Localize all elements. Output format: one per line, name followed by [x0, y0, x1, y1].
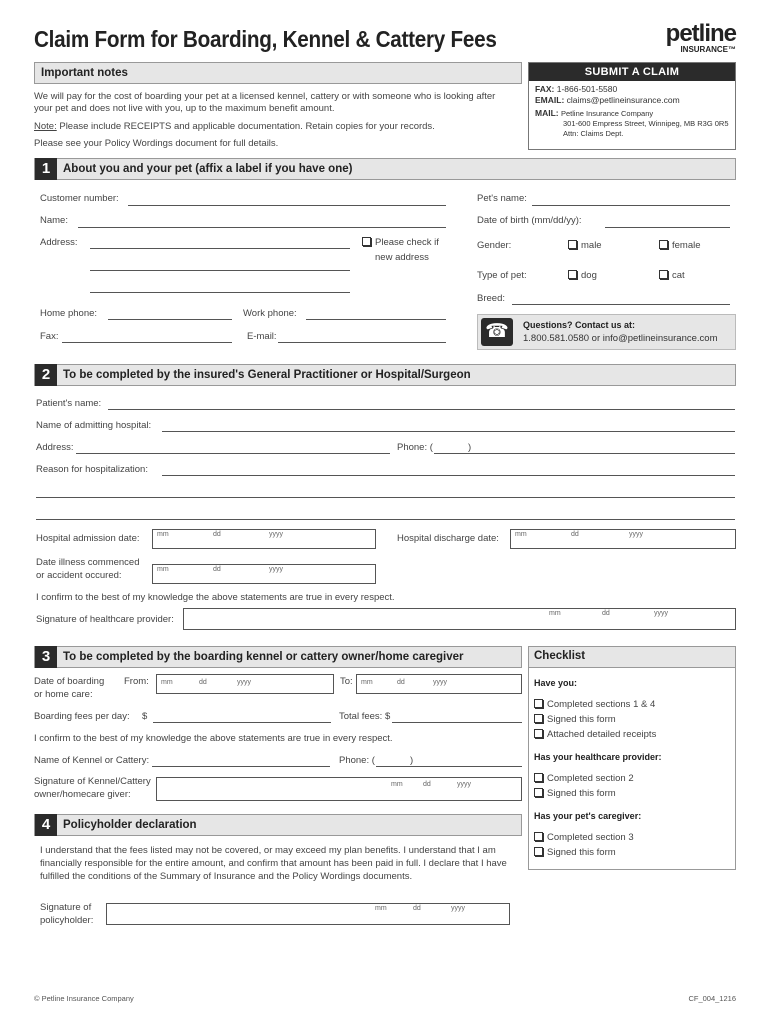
note-label: Note:	[34, 121, 57, 132]
address-field-3[interactable]	[90, 292, 350, 293]
total-dollar-sign: $	[384, 711, 391, 722]
hospital-name-label: Name of admitting hospital:	[36, 420, 152, 431]
address-field-2[interactable]	[90, 270, 350, 271]
dob-label: Date of birth (mm/dd/yy):	[477, 215, 582, 226]
checklist-item[interactable]	[534, 714, 616, 725]
email-label: EMAIL:	[535, 95, 565, 105]
cat-checkbox-icon	[659, 270, 668, 279]
home-phone-label: Home phone:	[40, 308, 98, 319]
checklist-header	[529, 647, 735, 668]
logo-name: petline	[665, 20, 736, 47]
policyholder-signature-label-1: Signature of	[40, 902, 92, 913]
submit-claim-box	[528, 62, 736, 150]
phone-icon: ☎	[481, 318, 513, 346]
patient-name-label: Patient's name:	[36, 398, 102, 409]
boarding-date-label-1: Date of boarding	[34, 676, 105, 687]
new-address-checkbox[interactable]	[362, 237, 439, 248]
cat-label: cat	[672, 270, 685, 281]
checklist-item[interactable]	[534, 699, 655, 710]
section-2-confirmation: I confirm to the best of my knowledge the above statements are true in every respect.	[36, 592, 395, 603]
new-address-checkbox-icon	[362, 237, 371, 246]
petline-logo	[640, 22, 736, 54]
yyyy-placeholder: yyyy	[269, 531, 283, 538]
yyyy-placeholder: yyyy	[654, 610, 668, 617]
page-title: Claim Form for Boarding, Kennel & Cattery Fees	[34, 26, 497, 52]
have-you-heading: Have you:	[534, 678, 578, 688]
notes-paragraph-3: Please see your Policy Wordings document for full details.	[34, 138, 279, 149]
dd-placeholder: dd	[213, 531, 221, 538]
paren-open: (	[429, 442, 433, 453]
work-phone-field[interactable]	[306, 319, 446, 320]
reason-field-3[interactable]	[36, 519, 735, 520]
fax-label: FAX:	[535, 84, 555, 94]
caregiver-heading: Has your pet's caregiver:	[534, 811, 642, 821]
total-fees-label	[339, 711, 390, 722]
yyyy-placeholder: yyyy	[451, 905, 465, 912]
dog-label: dog	[581, 270, 597, 281]
checklist-item-label: Completed sections 1 & 4	[547, 699, 656, 710]
section-3-header	[34, 646, 522, 668]
address-field-1[interactable]	[90, 248, 350, 249]
checkbox-icon	[534, 699, 543, 708]
mail-address-1: Petline Insurance Company	[560, 109, 654, 118]
section-3-title: To be completed by the boarding kennel or cattery owner/home caregiver	[63, 651, 464, 663]
new-address-label-1: Please check if	[375, 237, 439, 248]
notes-paragraph-1: We will pay for the cost of boarding your pet at a licensed kennel, cattery or with someone who is looking after your pet and does not live with you, up to the maximum benefit amount.	[34, 91, 496, 114]
declaration-text: I understand that the fees listed may not be covered, or may exceed my plan benefits. I understand that I am financially responsible for the entire amount, and confirm that amount has been paid in full. I declare that I have fulfilled the conditions of the Summary of Insurance and the Policy Wordings documents.	[40, 845, 507, 882]
cat-checkbox[interactable]	[659, 270, 685, 281]
hospital-phone-label	[397, 442, 433, 453]
customer-number-field[interactable]	[128, 205, 446, 206]
mm-placeholder: mm	[391, 781, 403, 788]
breed-field[interactable]	[512, 304, 730, 305]
checkbox-icon	[534, 832, 543, 841]
checklist-item-label: Signed this form	[547, 788, 616, 799]
note-text: Please include RECEIPTS and applicable documentation. Retain copies for your records.	[59, 121, 435, 132]
customer-number-label: Customer number:	[40, 193, 119, 204]
yyyy-placeholder: yyyy	[457, 781, 471, 788]
contact-info: 1.800.581.0580 or info@petlineinsurance.com	[523, 333, 718, 344]
reason-field-1[interactable]	[162, 475, 735, 476]
policyholder-signature-label-2: policyholder:	[40, 915, 94, 926]
checklist-item-label: Signed this form	[547, 847, 616, 858]
address-label: Address:	[40, 237, 78, 248]
checklist-item-label: Signed this form	[547, 714, 616, 725]
mail-address-3: Attn: Claims Dept.	[563, 129, 624, 138]
dd-placeholder: dd	[397, 679, 405, 686]
female-checkbox[interactable]	[659, 240, 701, 251]
discharge-date-box[interactable]	[510, 529, 736, 549]
breed-label: Breed:	[477, 293, 505, 304]
from-date-box[interactable]	[156, 674, 334, 694]
footer-form-code: CF_004_1216	[688, 994, 736, 1003]
kennel-signature-label-1: Signature of Kennel/Cattery	[34, 776, 151, 787]
healthcare-signature-box[interactable]	[183, 608, 736, 630]
illness-date-label-2: or accident occured:	[36, 570, 122, 581]
notes-paragraph-2	[34, 121, 514, 132]
from-label: From:	[124, 676, 149, 687]
mm-placeholder: mm	[549, 610, 561, 617]
kennel-phone-text: Phone:	[339, 755, 370, 766]
new-address-label-2: new address	[375, 252, 429, 263]
hospital-name-field[interactable]	[162, 431, 735, 432]
dd-placeholder: dd	[602, 610, 610, 617]
hospital-phone-field[interactable]	[474, 453, 735, 454]
yyyy-placeholder: yyyy	[629, 531, 643, 538]
fax-number: 1-866-501-5580	[556, 84, 618, 94]
reason-label: Reason for hospitalization:	[36, 464, 148, 475]
mail-label: MAIL:	[535, 108, 559, 118]
fax-field-label: Fax:	[40, 331, 59, 342]
boarding-date-label-2: or home care:	[34, 689, 93, 700]
total-fees-text: Total fees:	[339, 711, 383, 722]
patient-name-field[interactable]	[108, 409, 735, 410]
fees-per-day-field[interactable]	[153, 722, 331, 723]
pet-name-label: Pet's name:	[477, 193, 527, 204]
policyholder-signature-box[interactable]	[106, 903, 510, 925]
section-4-title: Policyholder declaration	[63, 819, 197, 831]
male-checkbox-icon	[568, 240, 577, 249]
mm-placeholder: mm	[157, 531, 169, 538]
important-notes-header	[34, 62, 522, 84]
section-1-header	[34, 158, 736, 180]
dd-placeholder: dd	[199, 679, 207, 686]
checklist-item[interactable]	[534, 788, 616, 799]
provider-heading: Has your healthcare provider:	[534, 752, 662, 762]
kennel-name-field[interactable]	[152, 766, 330, 767]
section-2-title: To be completed by the insured's General Practitioner or Hospital/Surgeon	[63, 369, 471, 381]
kennel-phone-field[interactable]	[416, 766, 522, 767]
section-4-number: 4	[35, 814, 57, 836]
yyyy-placeholder: yyyy	[269, 566, 283, 573]
home-phone-field[interactable]	[108, 319, 232, 320]
checklist-box	[528, 646, 736, 870]
dob-field[interactable]	[605, 227, 730, 228]
section-3-confirmation: I confirm to the best of my knowledge the above statements are true in every respect.	[34, 733, 393, 744]
admission-date-box[interactable]	[152, 529, 376, 549]
pet-name-field[interactable]	[532, 205, 730, 206]
checklist-item[interactable]	[534, 773, 634, 784]
hospital-address-field[interactable]	[76, 453, 390, 454]
checkbox-icon	[534, 729, 543, 738]
total-fees-field[interactable]	[392, 722, 522, 723]
mail-address-2: 301-600 Empress Street, Winnipeg, MB R3G 0R5	[563, 119, 729, 128]
checkbox-icon	[534, 773, 543, 782]
healthcare-signature-label: Signature of healthcare provider:	[36, 614, 174, 625]
illness-date-box[interactable]	[152, 564, 376, 584]
name-label: Name:	[40, 215, 68, 226]
checkbox-icon	[534, 788, 543, 797]
reason-field-2[interactable]	[36, 497, 735, 498]
questions-label: Questions? Contact us at:	[523, 320, 636, 330]
fees-per-day-label: Boarding fees per day:	[34, 711, 130, 722]
section-1-number: 1	[35, 158, 57, 180]
hospital-phone-text: Phone:	[397, 442, 428, 453]
male-checkbox[interactable]	[568, 240, 602, 251]
dog-checkbox[interactable]	[568, 270, 597, 281]
female-label: female	[672, 240, 701, 251]
pet-type-label: Type of pet:	[477, 270, 527, 281]
paren-close: )	[410, 755, 414, 766]
dd-placeholder: dd	[571, 531, 579, 538]
to-label: To:	[340, 676, 353, 687]
section-2-header	[34, 364, 736, 386]
email-field-label: E-mail:	[247, 331, 277, 342]
email-line	[535, 95, 729, 106]
checklist-item[interactable]	[534, 847, 616, 858]
footer-copyright: © Petline Insurance Company	[34, 994, 134, 1003]
mail-line	[535, 108, 729, 119]
email-field[interactable]	[278, 342, 446, 343]
mm-placeholder: mm	[161, 679, 173, 686]
section-3-number: 3	[35, 646, 57, 668]
checklist-item-label: Attached detailed receipts	[547, 729, 657, 740]
checkbox-icon	[534, 714, 543, 723]
dd-placeholder: dd	[423, 781, 431, 788]
mm-placeholder: mm	[375, 905, 387, 912]
checklist-item[interactable]	[534, 832, 634, 843]
section-4-header	[34, 814, 522, 836]
fax-field[interactable]	[62, 342, 232, 343]
kennel-signature-box[interactable]	[156, 777, 522, 801]
dd-placeholder: dd	[413, 905, 421, 912]
to-date-box[interactable]	[356, 674, 522, 694]
dog-checkbox-icon	[568, 270, 577, 279]
kennel-name-label: Name of Kennel or Cattery:	[34, 755, 150, 766]
discharge-date-label: Hospital discharge date:	[397, 533, 499, 544]
section-2-number: 2	[35, 364, 57, 386]
mm-placeholder: mm	[157, 566, 169, 573]
kennel-signature-label-2: owner/homecare giver:	[34, 789, 131, 800]
section-1-title: About you and your pet (affix a label if you have one)	[63, 163, 353, 175]
logo-sub: INSURANCE™	[680, 45, 736, 54]
checklist-item[interactable]	[534, 729, 656, 740]
important-notes-heading: Important notes	[41, 67, 128, 79]
hospital-address-label: Address:	[36, 442, 74, 453]
yyyy-placeholder: yyyy	[433, 679, 447, 686]
dd-placeholder: dd	[213, 566, 221, 573]
illness-date-label-1: Date illness commenced	[36, 557, 140, 568]
mm-placeholder: mm	[515, 531, 527, 538]
hospital-area-code-field[interactable]	[434, 453, 474, 454]
questions-box	[477, 314, 736, 350]
checklist-item-label: Completed section 2	[547, 773, 634, 784]
checkbox-icon	[534, 847, 543, 856]
mm-placeholder: mm	[361, 679, 373, 686]
checklist-item-label: Completed section 3	[547, 832, 634, 843]
yyyy-placeholder: yyyy	[237, 679, 251, 686]
fees-dollar-sign: $	[142, 711, 148, 722]
admission-date-label: Hospital admission date:	[36, 533, 140, 544]
female-checkbox-icon	[659, 240, 668, 249]
male-label: male	[581, 240, 602, 251]
work-phone-label: Work phone:	[243, 308, 297, 319]
claims-email: claims@petlineinsurance.com	[566, 95, 680, 105]
gender-label: Gender:	[477, 240, 512, 251]
fax-line	[535, 84, 729, 95]
checklist-title: Checklist	[534, 650, 586, 662]
kennel-phone-label	[339, 755, 375, 766]
name-field[interactable]	[78, 227, 446, 228]
submit-claim-heading: SUBMIT A CLAIM	[529, 63, 735, 81]
paren-close: )	[468, 442, 472, 453]
kennel-area-code-field[interactable]	[376, 766, 416, 767]
paren-open: (	[371, 755, 375, 766]
